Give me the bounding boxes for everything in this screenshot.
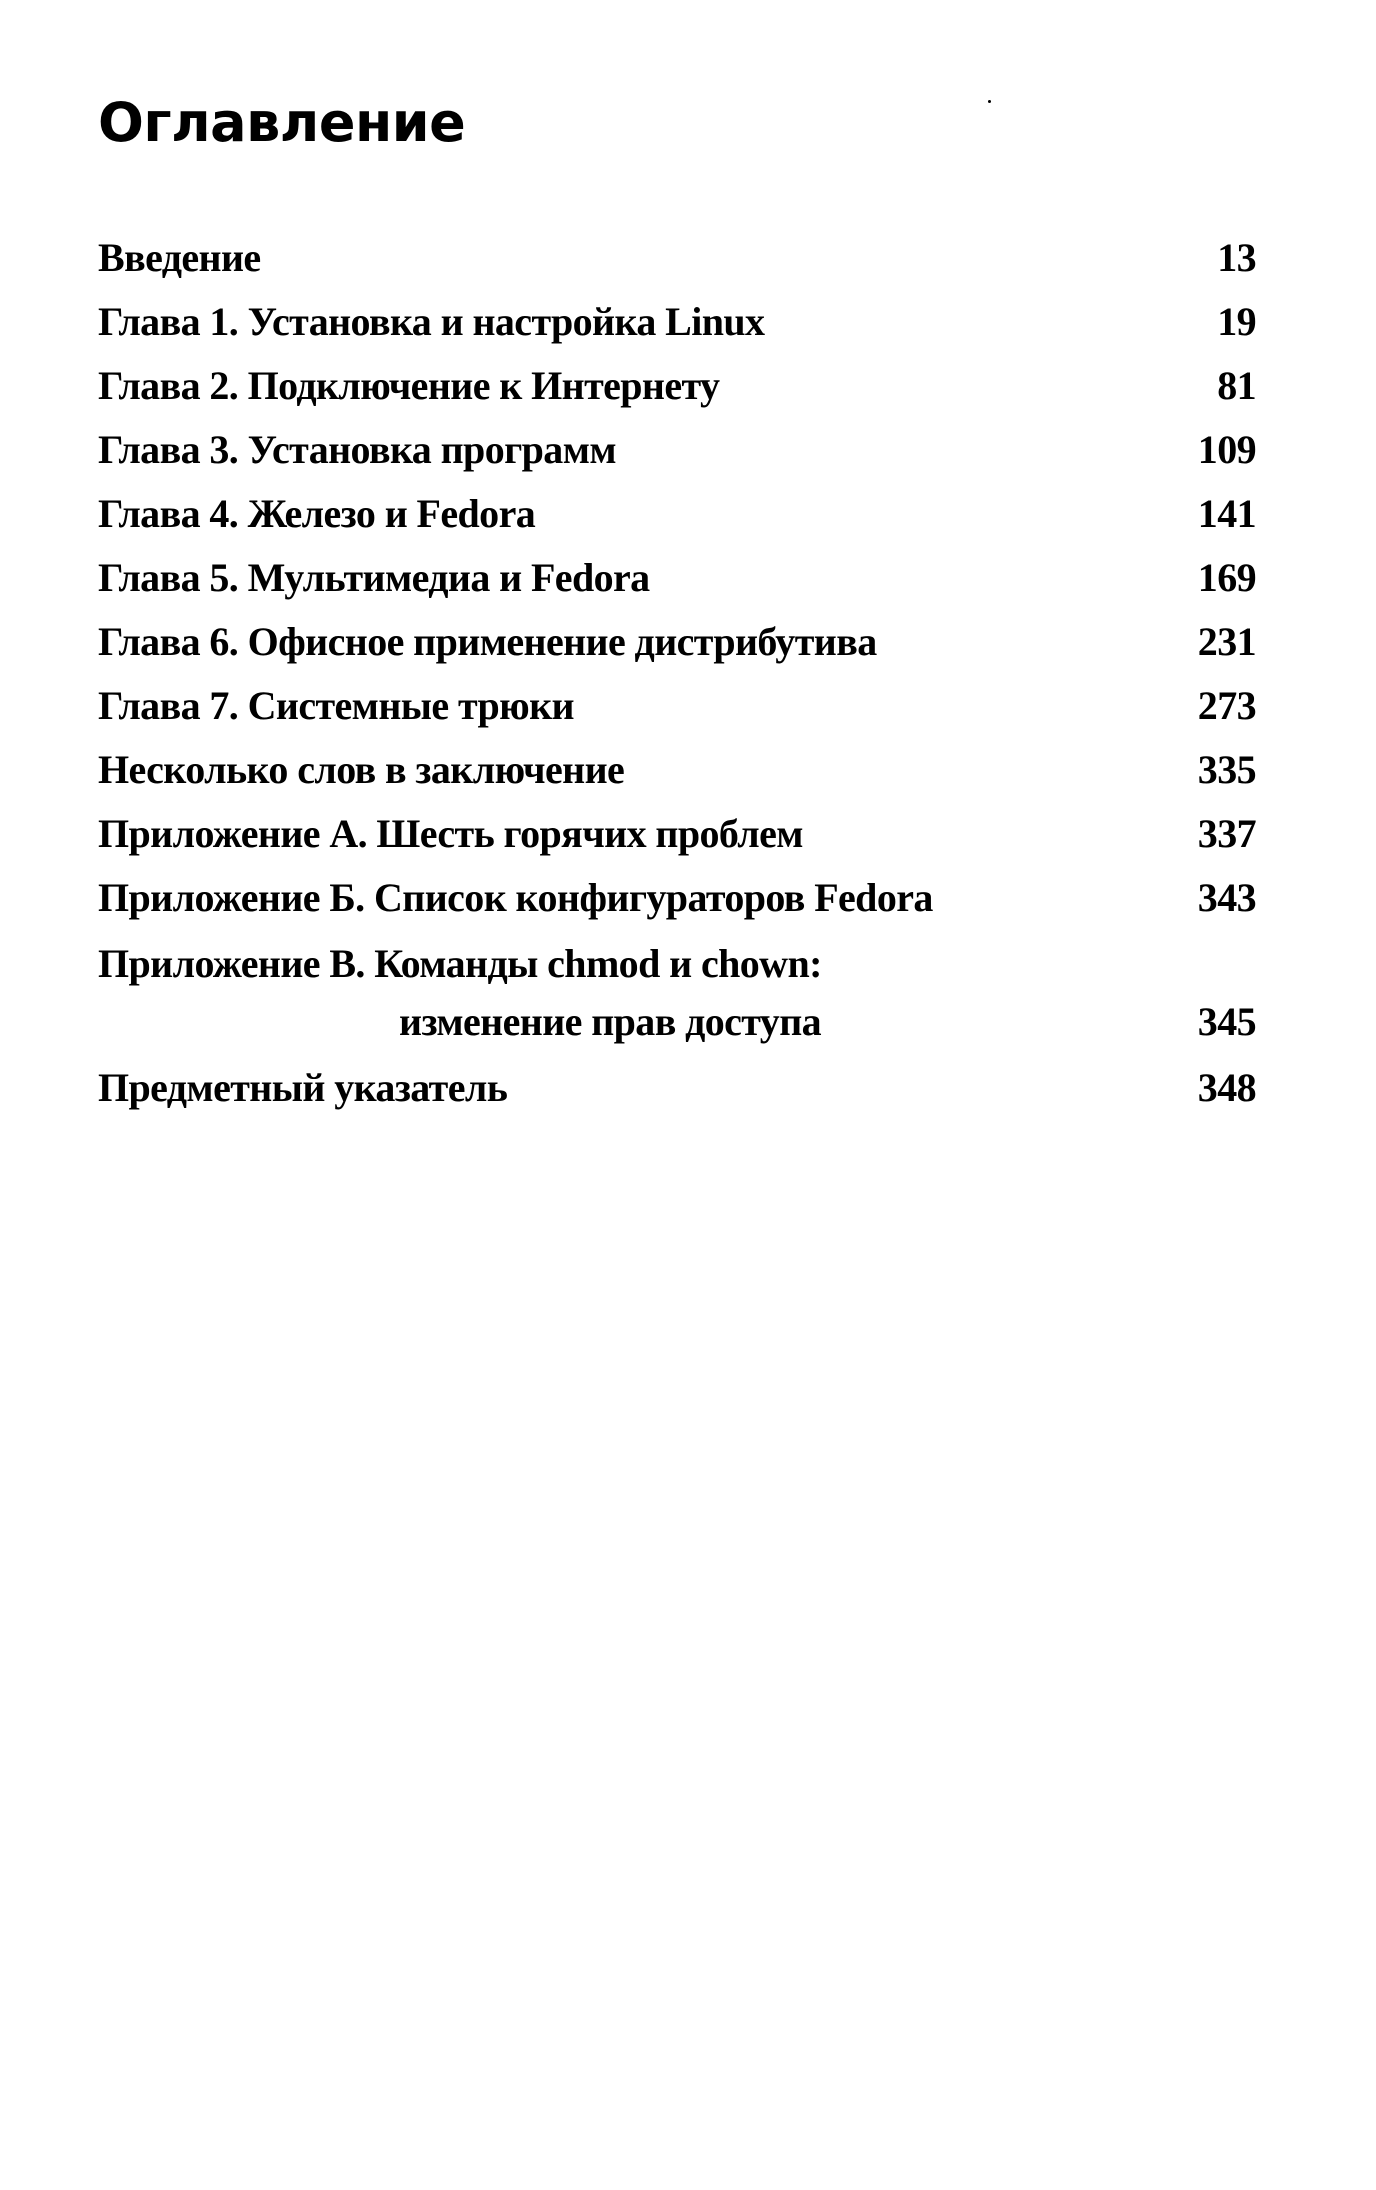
toc-entry-index[interactable] (98, 1056, 1256, 1120)
toc-entry-title: Глава 3. Установка программ (98, 427, 616, 472)
toc-entry-appendix-a[interactable] (98, 802, 1256, 866)
toc-entry-page: 337 (1197, 811, 1256, 856)
toc-entry-title: Глава 6. Офисное применение дистрибутива (98, 619, 877, 664)
toc-entry-title: Глава 5. Мультимедиа и Fedora (98, 555, 650, 600)
toc-entry-page: 343 (1197, 875, 1256, 920)
table-of-contents (98, 226, 1256, 1120)
toc-entry-chapter-5[interactable] (98, 546, 1256, 610)
toc-entry-page: 231 (1197, 619, 1256, 664)
toc-entry-chapter-7[interactable] (98, 674, 1256, 738)
toc-entry-title: Приложение Б. Список конфигураторов Fedora (98, 875, 933, 920)
toc-entry-page: 141 (1197, 491, 1256, 536)
toc-entry-page: 13 (1217, 235, 1256, 280)
toc-entry-introduction[interactable] (98, 226, 1256, 290)
toc-entry-page: 273 (1197, 683, 1256, 728)
toc-entry-title: Несколько слов в заключение (98, 747, 625, 792)
toc-entry-title: Глава 4. Железо и Fedora (98, 491, 536, 536)
toc-entry-continuation (98, 992, 1256, 1052)
toc-entry-chapter-4[interactable] (98, 482, 1256, 546)
toc-entry-chapter-6[interactable] (98, 610, 1256, 674)
toc-entry-chapter-3[interactable] (98, 418, 1256, 482)
toc-entry-title: Глава 2. Подключение к Интернету (98, 363, 720, 408)
toc-entry-title-continued: изменение прав доступа (399, 999, 822, 1044)
toc-entry-page: 335 (1197, 747, 1256, 792)
toc-entry-page: 348 (1197, 1065, 1256, 1110)
toc-entry-title: Приложение В. Команды chmod и chown: (98, 941, 822, 986)
toc-entry-title: Глава 1. Установка и настройка Linux (98, 299, 765, 344)
toc-entry-title: Введение (98, 235, 261, 280)
page-title: Оглавление (98, 91, 466, 154)
toc-entry-chapter-1[interactable] (98, 290, 1256, 354)
toc-entry-title: Приложение А. Шесть горячих проблем (98, 811, 803, 856)
toc-entry-page: 169 (1197, 555, 1256, 600)
toc-entry-chapter-2[interactable] (98, 354, 1256, 418)
toc-entry-page: 109 (1197, 427, 1256, 472)
toc-entry-page: 81 (1217, 363, 1256, 408)
toc-entry-conclusion[interactable] (98, 738, 1256, 802)
toc-entry-appendix-v[interactable] (98, 930, 1256, 1052)
toc-entry-appendix-b[interactable] (98, 866, 1256, 930)
print-speck (988, 100, 991, 103)
toc-entry-title: Предметный указатель (98, 1065, 508, 1110)
toc-entry-title: Глава 7. Системные трюки (98, 683, 574, 728)
toc-entry-page: 345 (1197, 999, 1256, 1044)
toc-entry-page: 19 (1217, 299, 1256, 344)
